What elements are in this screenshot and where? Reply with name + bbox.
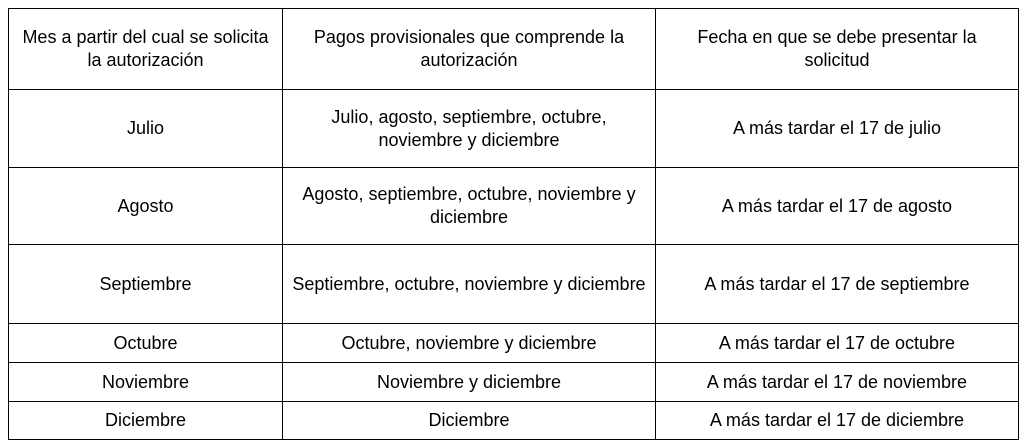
header-cell-payments: Pagos provisionales que comprende la autorización [283, 9, 656, 90]
deadline-cell: A más tardar el 17 de octubre [656, 324, 1019, 363]
deadline-cell: A más tardar el 17 de agosto [656, 168, 1019, 245]
payments-cell: Octubre, noviembre y diciembre [283, 324, 656, 363]
header-row [9, 9, 1019, 90]
deadline-cell: A más tardar el 17 de septiembre [656, 245, 1019, 324]
table-row [9, 90, 1019, 168]
payments-cell: Noviembre y diciembre [283, 363, 656, 402]
month-cell: Octubre [9, 324, 283, 363]
authorization-schedule-table [8, 8, 1019, 440]
table-row [9, 324, 1019, 363]
month-cell: Agosto [9, 168, 283, 245]
month-cell: Noviembre [9, 363, 283, 402]
month-cell: Julio [9, 90, 283, 168]
month-cell: Diciembre [9, 402, 283, 440]
table-row [9, 245, 1019, 324]
deadline-cell: A más tardar el 17 de noviembre [656, 363, 1019, 402]
table-row [9, 402, 1019, 440]
header-cell-month: Mes a partir del cual se solicita la autorización [9, 9, 283, 90]
deadline-cell: A más tardar el 17 de julio [656, 90, 1019, 168]
payments-cell: Diciembre [283, 402, 656, 440]
payments-cell: Agosto, septiembre, octubre, noviembre y diciembre [283, 168, 656, 245]
payments-cell: Julio, agosto, septiembre, octubre, noviembre y diciembre [283, 90, 656, 168]
table-row [9, 363, 1019, 402]
payments-cell: Septiembre, octubre, noviembre y diciembre [283, 245, 656, 324]
table-row [9, 168, 1019, 245]
deadline-cell: A más tardar el 17 de diciembre [656, 402, 1019, 440]
month-cell: Septiembre [9, 245, 283, 324]
header-cell-deadline: Fecha en que se debe presentar la solicitud [656, 9, 1019, 90]
